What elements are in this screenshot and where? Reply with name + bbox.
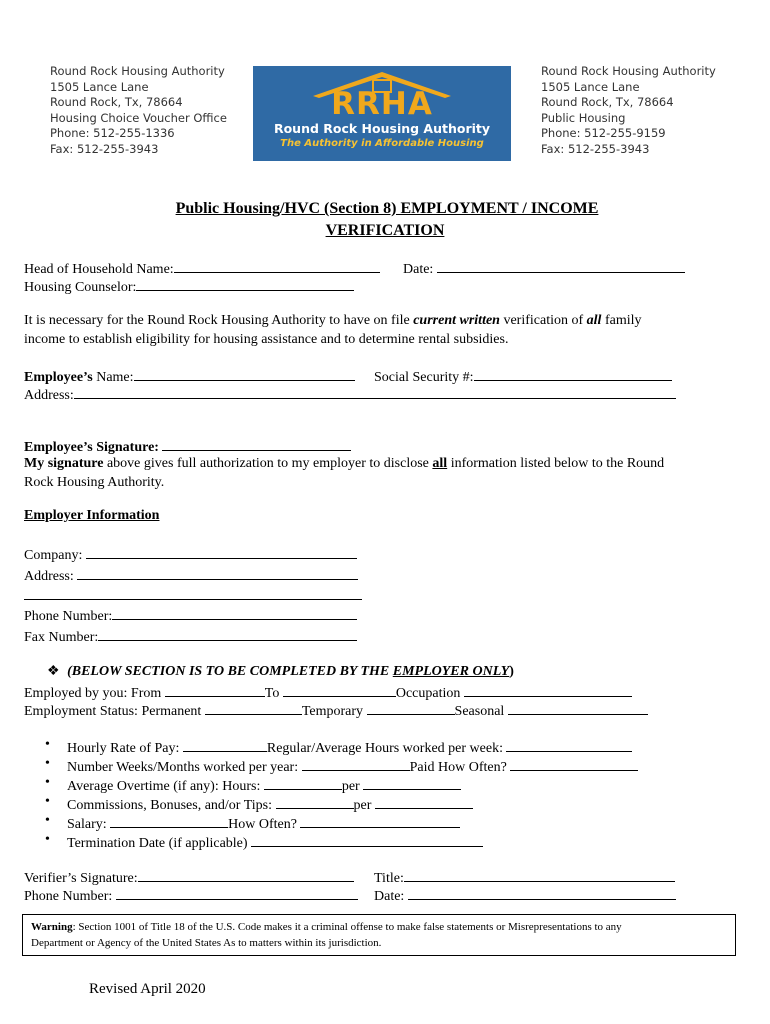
head-of-household-field[interactable]: [174, 258, 380, 273]
intro-emphasis: all: [586, 313, 602, 328]
warning-text: Department or Agency of the United States As to matters within its jurisdiction.: [31, 937, 382, 949]
date-row: [403, 258, 685, 278]
employed-by-row: [24, 682, 632, 702]
warning-text: : Section 1001 of Title 18 of the U.S. Code makes it a criminal offense to make false statements or Misrepresentations to any: [72, 921, 622, 933]
address-line: Round Rock, Tx, 78664: [541, 95, 674, 109]
verifier-phone-field[interactable]: [116, 885, 358, 900]
regular-hours-label: Regular/Average Hours worked per week:: [266, 741, 503, 756]
paid-how-label: Paid How Often?: [409, 760, 507, 775]
address-line: Fax: 512-255-3943: [50, 141, 159, 156]
address-line: 1505 Lance Lane: [50, 79, 149, 94]
auth-text: above gives full authorization to my employer to disclose: [103, 456, 433, 471]
right-address-block: [541, 64, 716, 157]
diamond-bullet-icon: ❖: [47, 664, 60, 679]
fax-field[interactable]: [98, 626, 357, 641]
company-label: Company:: [24, 548, 83, 563]
seasonal-field[interactable]: [508, 700, 648, 715]
verifier-title-label: Title:: [374, 871, 404, 886]
hourly-field[interactable]: [183, 737, 267, 752]
address-line: Round Rock Housing Authority: [541, 64, 716, 78]
authorization-paragraph: [24, 454, 724, 492]
list-item-weeks: [67, 756, 638, 776]
left-address-block: [50, 64, 227, 157]
employee-name-row: [24, 366, 355, 386]
housing-counselor-field[interactable]: [136, 276, 354, 291]
auth-text: Rock Housing Authority.: [24, 475, 165, 490]
list-item-commissions: [67, 794, 473, 814]
verifier-signature-field[interactable]: [138, 867, 354, 882]
employee-address-label: Address:: [24, 388, 74, 403]
intro-paragraph: [24, 311, 724, 349]
title-line-2: VERIFICATION: [325, 222, 445, 239]
verifier-title-row: [374, 867, 675, 887]
address-line: Phone: 512-255-1336: [50, 126, 175, 140]
employer-address-field[interactable]: [77, 565, 358, 580]
address-line: Phone: 512-255-9159: [541, 126, 666, 140]
verifier-phone-row: [24, 885, 358, 905]
employment-status-row: [24, 700, 648, 720]
notice-text: (BELOW SECTION IS TO BE COMPLETED BY THE: [67, 664, 393, 679]
verifier-title-field[interactable]: [404, 867, 675, 882]
logo-tagline: The Authority in Affordable Housing: [280, 138, 484, 149]
employee-name-field[interactable]: [134, 366, 355, 381]
intro-text: verification of: [499, 313, 587, 328]
notice-employer-only: EMPLOYER ONLY: [392, 664, 510, 679]
title-line-1: Public Housing/HVC (Section 8) EMPLOYMENT / INCOME: [175, 200, 599, 217]
company-row: [24, 544, 357, 564]
head-of-household-label: Head of Household Name:: [24, 262, 174, 277]
overtime-hours-field[interactable]: [264, 775, 342, 790]
employed-from-label: Employed by you: From: [24, 686, 162, 701]
ssn-label: Social Security #:: [374, 370, 474, 385]
employed-to-field[interactable]: [283, 682, 396, 697]
occupation-field[interactable]: [464, 682, 632, 697]
ssn-field[interactable]: [474, 366, 672, 381]
page-title: [0, 198, 770, 242]
address-line: Fax: 512-255-3943: [541, 141, 650, 156]
employee-signature-field[interactable]: [162, 436, 351, 451]
employee-name-label: Name:: [92, 370, 134, 385]
intro-text: It is necessary for the Round Rock Housing Authority to have on file: [24, 313, 414, 328]
intro-emphasis: current written: [413, 313, 500, 328]
employer-address-line2: [24, 585, 362, 605]
status-permanent-label: Employment Status: Permanent: [24, 704, 202, 719]
list-item-termination: [67, 832, 483, 852]
how-often-field[interactable]: [300, 813, 460, 828]
verifier-date-field[interactable]: [408, 885, 676, 900]
date-label: Date:: [403, 262, 434, 277]
address-line: Public Housing: [541, 110, 626, 125]
seasonal-label: Seasonal: [454, 704, 505, 719]
company-field[interactable]: [86, 544, 357, 559]
phone-row: [24, 605, 357, 625]
termination-label: Termination Date (if applicable): [67, 836, 248, 851]
employee-signature-label: Employee’s Signature:: [24, 440, 159, 455]
logo-acronym: RRHA: [331, 86, 433, 122]
weeks-field[interactable]: [302, 756, 410, 771]
employer-address-label: Address:: [24, 569, 74, 584]
commissions-per-field[interactable]: [375, 794, 473, 809]
head-of-household-row: [24, 258, 380, 278]
employer-address-row: [24, 565, 358, 585]
intro-text: income to establish eligibility for housing assistance and to determine rental subsidies.: [24, 332, 509, 347]
employee-address-field[interactable]: [74, 384, 676, 399]
employed-to-label: To: [264, 686, 280, 701]
logo-name: Round Rock Housing Authority: [273, 121, 491, 136]
verifier-signature-label: Verifier’s Signature:: [24, 871, 138, 886]
auth-text: information listed below to the Round: [447, 456, 665, 471]
temporary-label: Temporary: [301, 704, 364, 719]
employee-name-label-bold: Employee’s: [24, 370, 93, 385]
per-label: per: [341, 779, 360, 794]
fax-row: [24, 626, 357, 646]
paid-how-field[interactable]: [510, 756, 638, 771]
verifier-date-label: Date:: [374, 889, 405, 904]
housing-counselor-label: Housing Counselor:: [24, 280, 137, 295]
fax-label: Fax Number:: [24, 630, 99, 645]
warning-label: Warning: [31, 921, 73, 933]
phone-field[interactable]: [112, 605, 357, 620]
salary-field[interactable]: [110, 813, 228, 828]
verifier-signature-row: [24, 867, 354, 887]
verifier-date-row: [374, 885, 676, 905]
employed-from-field[interactable]: [165, 682, 265, 697]
employee-address-row: [24, 384, 676, 404]
permanent-field[interactable]: [205, 700, 302, 715]
occupation-label: Occupation: [395, 686, 461, 701]
salary-label: Salary:: [67, 817, 107, 832]
verifier-phone-label: Phone Number:: [24, 889, 113, 904]
address-line: Round Rock, Tx, 78664: [50, 95, 183, 109]
commissions-field[interactable]: [276, 794, 354, 809]
address-line: Round Rock Housing Authority: [50, 64, 225, 78]
warning-box: [22, 914, 736, 956]
overtime-per-field[interactable]: [363, 775, 461, 790]
ssn-row: [374, 366, 672, 386]
intro-text: family: [601, 313, 642, 328]
address-line: Housing Choice Voucher Office: [50, 110, 227, 125]
employee-signature-row: [24, 436, 351, 456]
rrha-logo: [253, 66, 511, 161]
overtime-label: Average Overtime (if any): Hours:: [67, 779, 261, 794]
employer-only-notice: [47, 663, 514, 680]
phone-label: Phone Number:: [24, 609, 113, 624]
list-item-overtime: [67, 775, 461, 795]
auth-all: all: [432, 456, 448, 471]
commissions-label: Commissions, Bonuses, and/or Tips:: [67, 798, 272, 813]
list-item-hourly: [67, 737, 632, 757]
employer-heading: Employer Information: [24, 508, 160, 523]
notice-text: ): [509, 664, 514, 679]
address-line: 1505 Lance Lane: [541, 79, 640, 94]
regular-hours-field[interactable]: [506, 737, 632, 752]
revised-date: Revised April 2020: [89, 981, 206, 997]
weeks-label: Number Weeks/Months worked per year:: [67, 760, 299, 775]
per-label: per: [353, 798, 372, 813]
temporary-field[interactable]: [367, 700, 455, 715]
how-often-label: How Often?: [228, 817, 297, 832]
list-item-salary: [67, 813, 460, 833]
employer-address-field-2[interactable]: [24, 585, 362, 600]
termination-field[interactable]: [251, 832, 483, 847]
hourly-label: Hourly Rate of Pay:: [67, 741, 180, 756]
auth-bold: My signature: [24, 456, 104, 471]
date-field[interactable]: [437, 258, 685, 273]
housing-counselor-row: [24, 276, 354, 296]
